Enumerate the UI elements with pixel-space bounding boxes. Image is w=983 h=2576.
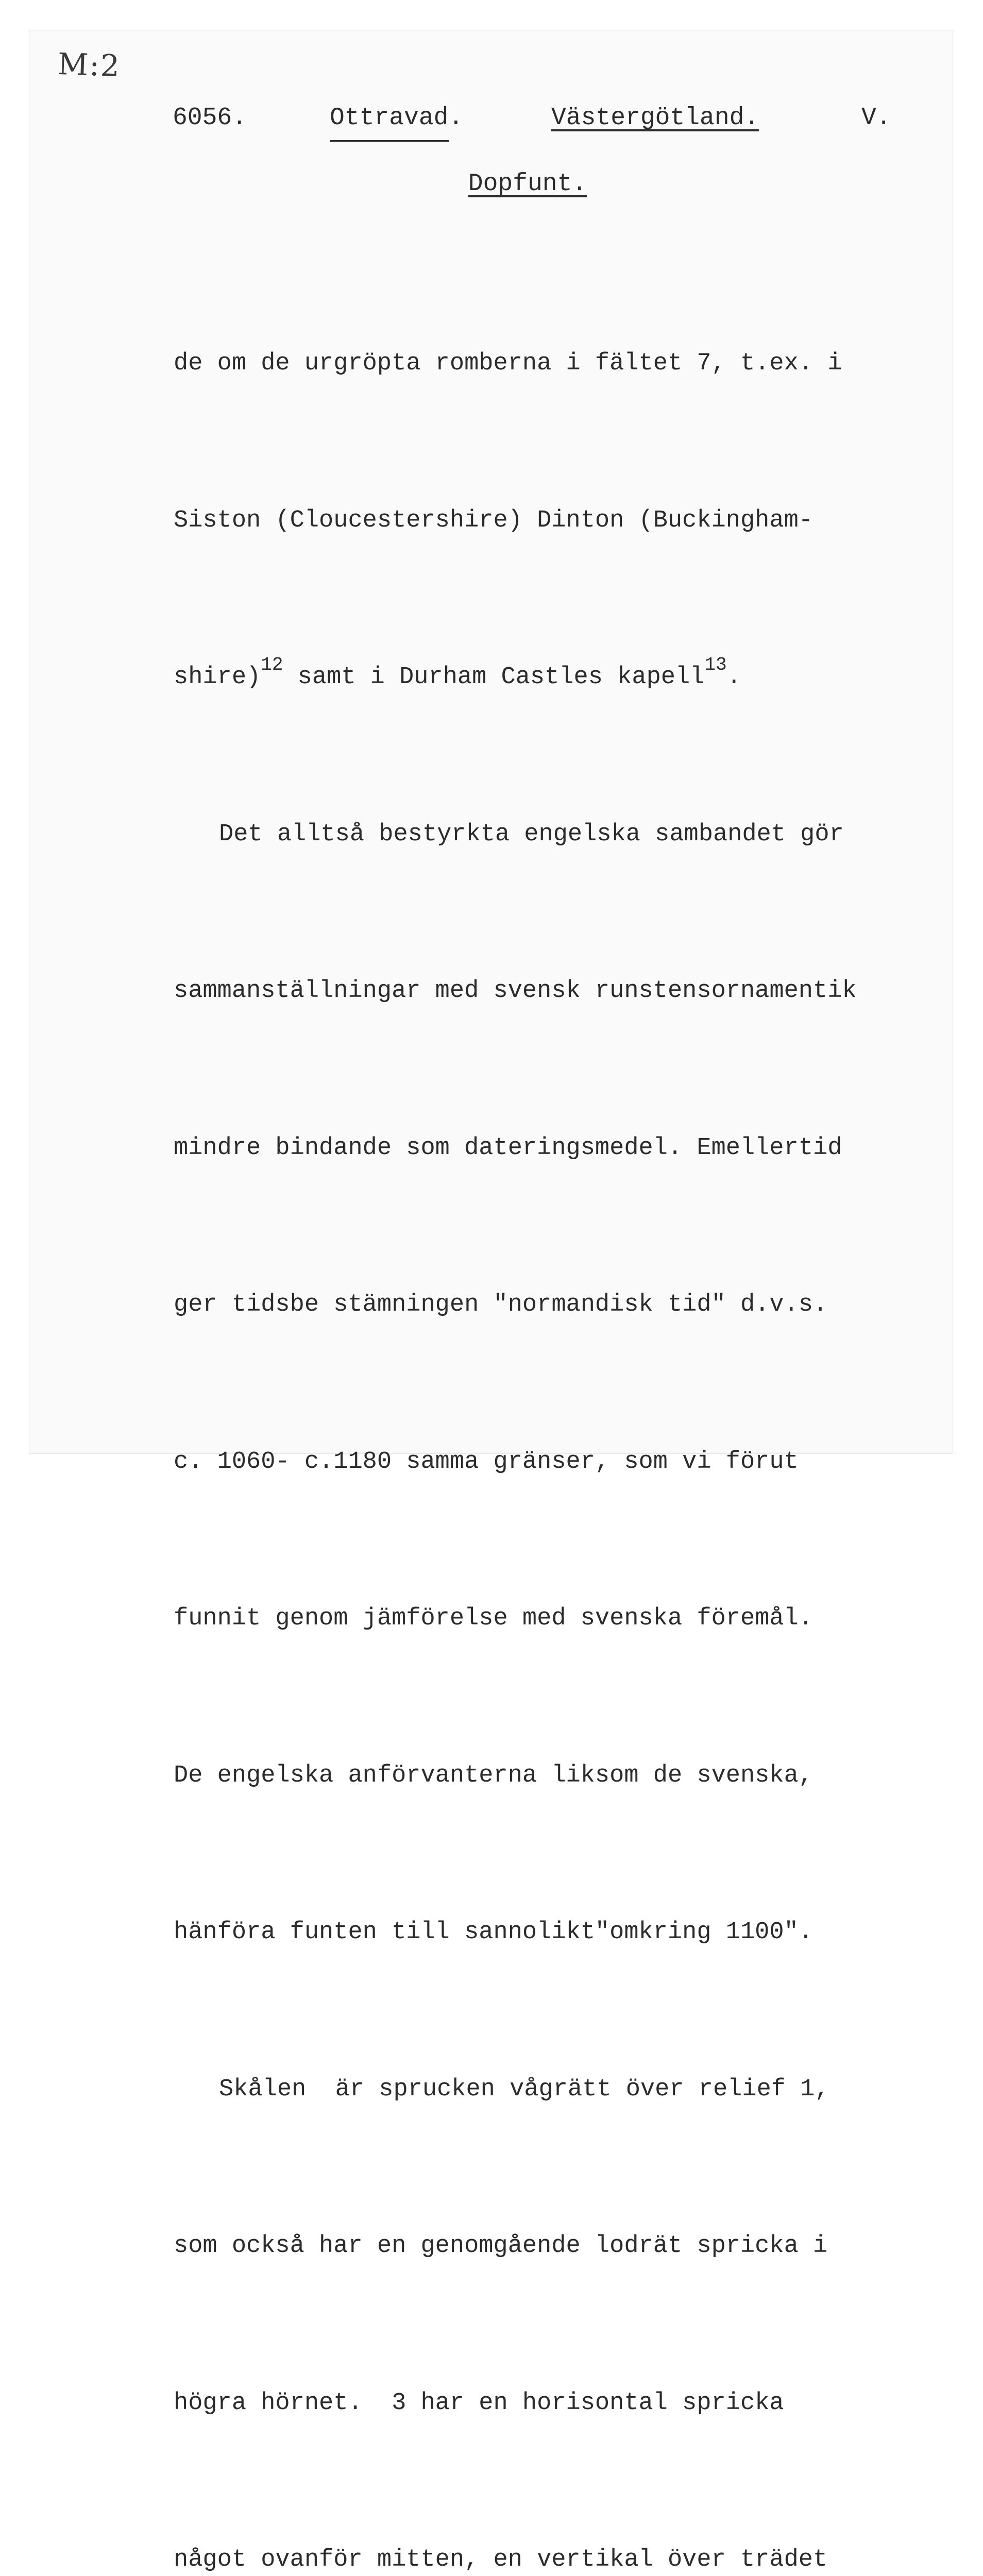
- text-line: de om de urgröpta romberna i fältet 7, t.ex. i: [174, 350, 842, 377]
- page-title: [0, 170, 983, 198]
- document-header: [0, 104, 983, 135]
- text-segment: .: [726, 664, 741, 691]
- paragraph-start-line: Skålen är sprucken vågrätt över relief 1,: [219, 2075, 829, 2103]
- text-line: som också har en genomgående lodrät spricka i: [174, 2232, 828, 2260]
- text-line: ger tidsbe stämningen "normandisk tid" d.v.s.: [174, 1291, 828, 1318]
- footnote-marker-12: 12: [261, 654, 283, 675]
- body-text: [174, 233, 921, 2576]
- volume-number: V.: [861, 104, 891, 132]
- footnote-marker-13: 13: [704, 654, 727, 675]
- paragraph-start-line: Det alltså bestyrkta engelska sambandet gör: [219, 820, 844, 848]
- province-name: Västergötland.: [551, 104, 759, 132]
- catalog-number: 6056.: [173, 104, 247, 132]
- text-line-with-footnotes: [174, 651, 921, 704]
- text-line: något ovanför mitten, en vertikal över trädet: [174, 2546, 828, 2573]
- text-line: c. 1060- c.1180 samma gränser, som vi förut: [174, 1448, 799, 1476]
- title-text: Dopfunt.: [468, 170, 587, 198]
- text-line: funnit genom jämförelse med svenska föremål.: [174, 1605, 813, 1632]
- text-line: sammanställningar med svensk runstensornamentik: [174, 977, 857, 1005]
- text-line: mindre bindande som dateringsmedel. Emellertid: [174, 1134, 842, 1162]
- parish-underline: [330, 140, 449, 142]
- text-line: högra hörnet. 3 har en horisontal spricka: [174, 2389, 784, 2417]
- text-segment: shire): [174, 664, 261, 691]
- handwritten-annotation: M:2: [57, 46, 121, 84]
- text-line: Siston (Cloucestershire) Dinton (Buckingham-: [174, 506, 813, 534]
- text-line: hänföra funten till sannolikt"omkring 1100".: [174, 1919, 813, 1946]
- parish-name: Ottravad.: [330, 104, 464, 132]
- text-line: De engelska anförvanterna liksom de svenska,: [174, 1761, 813, 1789]
- text-segment: samt i Durham Castles kapell: [283, 664, 705, 691]
